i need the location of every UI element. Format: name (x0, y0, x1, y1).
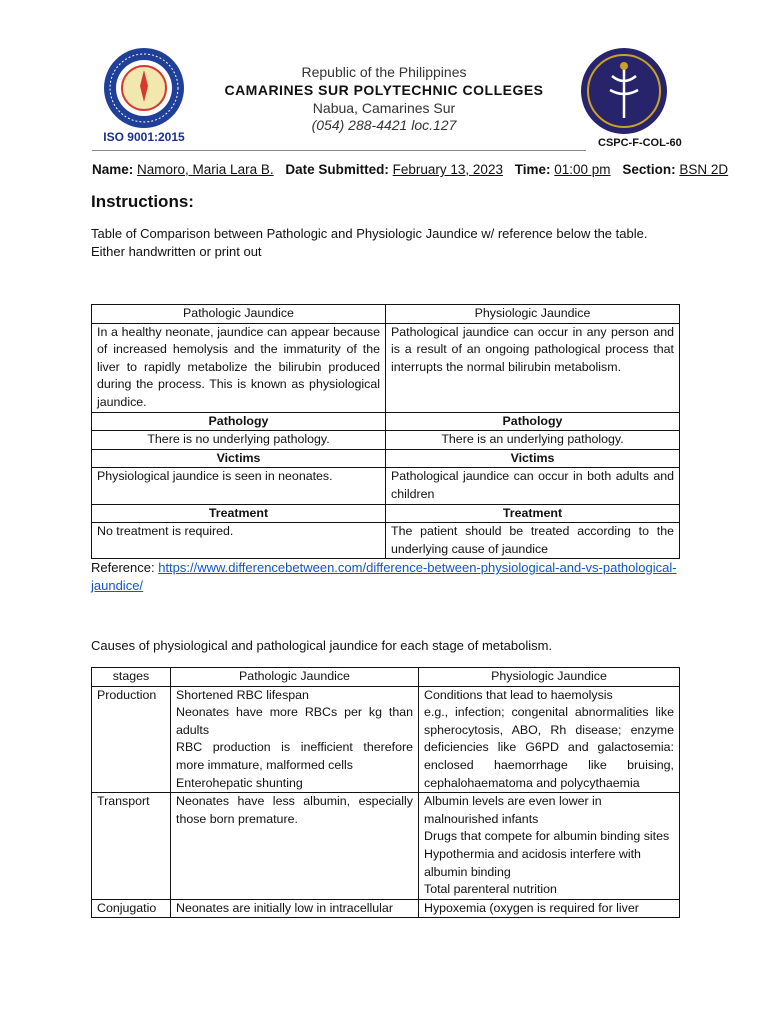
table-header-row (92, 305, 680, 324)
table-header-row (92, 668, 680, 687)
victims-left-cell: Physiological jaundice is seen in neonates. (92, 468, 386, 504)
list-item: Shortened RBC lifespan (176, 687, 309, 702)
date-value: February 13, 2023 (392, 162, 503, 177)
intro-right-cell: Pathological jaundice can occur in any person and is a result of an ongoing pathological process that interrupts the normal bilirubin metabolism. (386, 323, 680, 412)
stage-transport: Transport (92, 793, 171, 900)
instructions-text: Table of Comparison between Pathologic and Physiologic Jaundice w/ reference below the table. Either handwritten or print out (91, 226, 648, 259)
table-row (92, 323, 680, 412)
pathology-label-right: Pathology (386, 412, 680, 431)
table-row (92, 523, 680, 559)
reference-link[interactable]: https://www.differencebetween.com/difference-between-physiological-and-vs-pathological-jaundice/ (91, 560, 677, 593)
transport-physiologic-cell (419, 793, 680, 900)
stages-table (91, 667, 680, 918)
treatment-left-cell: No treatment is required. (92, 523, 386, 559)
production-physiologic-cell (419, 686, 680, 793)
causes-title: Causes of physiological and pathological jaundice for each stage of metabolism. (91, 638, 553, 653)
conjugation-pathologic-cell: Neonates are initially low in intracellular (171, 899, 419, 918)
comparison-table (91, 304, 680, 559)
section-value: BSN 2D (679, 162, 729, 177)
list-item: Total parenteral nutrition (424, 882, 557, 897)
date-label: Date Submitted: (285, 162, 389, 177)
table-row (92, 793, 680, 900)
university-seal (574, 46, 674, 136)
pathology-right-cell: There is an underlying pathology. (386, 431, 680, 450)
header-divider (92, 150, 586, 151)
production-pathologic-cell (171, 686, 419, 793)
table-row (92, 899, 680, 918)
table-row (92, 468, 680, 504)
list-item: Neonates have more RBCs per kg than adults (176, 705, 413, 737)
name-label: Name: (92, 162, 134, 177)
reference-line (91, 559, 681, 595)
student-info-row (92, 162, 736, 177)
conjugation-physiologic-cell: Hypoxemia (oxygen is required for liver (419, 899, 680, 918)
table-row (92, 686, 680, 793)
intro-left-cell: In a healthy neonate, jaundice can appear because of increased hemolysis and the immaturity of the liver to rapidly metabolize the bilirubin produced during the process. This is known as physiological jaundice. (92, 323, 386, 412)
victims-label-left: Victims (92, 449, 386, 468)
list-item: Albumin levels are even lower in malnourished infants (424, 794, 602, 826)
victims-right-cell: Pathological jaundice can occur in both adults and children (386, 468, 680, 504)
table-row (92, 412, 680, 431)
list-item: Drugs that compete for albumin binding sites (424, 829, 670, 844)
college-address: Nabua, Camarines Sur (312, 100, 456, 116)
list-item: Hypothermia and acidosis interfere with albumin binding (424, 846, 641, 879)
treatment-right-cell: The patient should be treated according to the underlying cause of jaundice (386, 523, 680, 559)
name-value: Namoro, Maria Lara B. (137, 162, 274, 177)
reference-label: Reference: (91, 560, 155, 575)
table-row (92, 449, 680, 468)
pathology-left-cell: There is no underlying pathology. (92, 431, 386, 450)
header-stages: stages (92, 668, 171, 687)
list-item: RBC production is inefficient therefore more immature, malformed cells (176, 740, 413, 772)
pathology-label-left: Pathology (92, 412, 386, 431)
header-pathologic: Pathologic Jaundice (171, 668, 419, 687)
list-item: e.g., infection; congenital abnormalities like spherocytosis, ABO, Rh disease; enzyme deficiencies like G6PD and galactosemia: enclosed haemorrhage like bruising, cephalohaematoma and polycythaemia (424, 705, 674, 790)
college-name: CAMARINES SUR POLYTECHNIC COLLEGES (224, 82, 544, 98)
header-physiologic: Physiologic Jaundice (419, 668, 680, 687)
section-label: Section: (622, 162, 676, 177)
college-phone: (054) 288-4421 loc.127 (311, 117, 457, 133)
time-value: 01:00 pm (554, 162, 611, 177)
treatment-label-left: Treatment (92, 504, 386, 523)
victims-label-right: Victims (386, 449, 680, 468)
form-code: CSPC-F-COL-60 (598, 137, 682, 149)
treatment-label-right: Treatment (386, 504, 680, 523)
time-label: Time: (514, 162, 551, 177)
header-physiologic: Physiologic Jaundice (386, 305, 680, 324)
list-item: Enterohepatic shunting (176, 775, 303, 790)
transport-pathologic-cell: Neonates have less albumin, especially those born premature. (171, 793, 419, 900)
instructions-title: Instructions: (91, 192, 194, 211)
list-item: Conditions that lead to haemolysis (424, 687, 613, 702)
table-row (92, 504, 680, 523)
stage-production: Production (92, 686, 171, 793)
header-pathologic: Pathologic Jaundice (92, 305, 386, 324)
iso-label: ISO 9001:2015 (103, 130, 185, 144)
stage-conjugation: Conjugatio (92, 899, 171, 918)
table-row (92, 431, 680, 450)
republic-line: Republic of the Philippines (301, 64, 467, 80)
